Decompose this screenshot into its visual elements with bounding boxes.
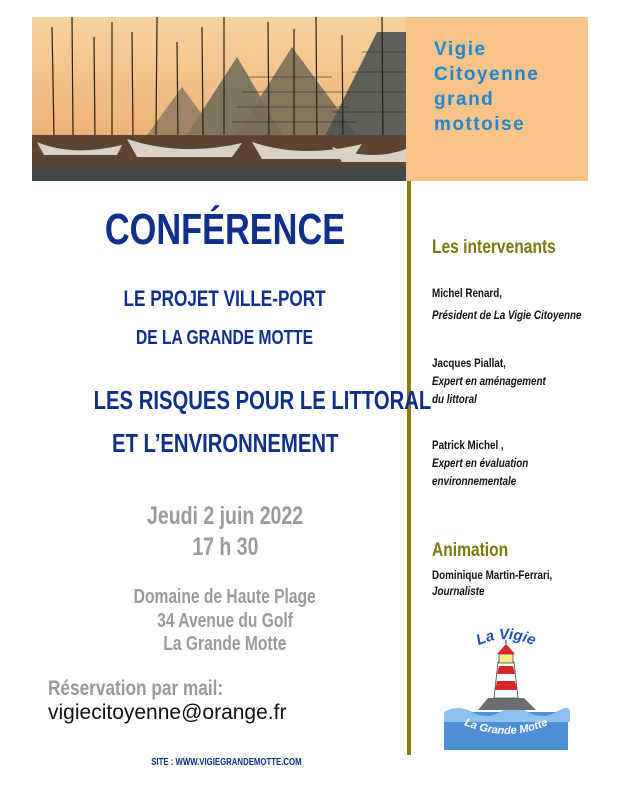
speakers-heading: Les intervenants [432,237,556,258]
venue-city: La Grande Motte [163,633,287,655]
speaker-2 [432,356,571,408]
reservation-email[interactable]: vigiecitoyenne@orange.fr [48,701,287,724]
website-link[interactable]: SITE : WWW.VIGIEGRANDEMOTTE.COM [151,757,302,768]
speaker-role: Président de La Vigie Citoyenne [432,308,582,322]
marina-illustration [32,17,406,181]
la-vigie-logo [442,626,570,752]
speaker-role-line-2: du littoral [432,392,477,406]
reservation-label: Réservation par mail: [48,677,224,700]
event-date: Jeudi 2 juin 2022 [146,502,304,530]
banner-line-3: grand [434,89,495,110]
project-subtitle-line-2: DE LA GRANDE MOTTE [136,327,314,349]
speaker-role-line-2: environnementale [432,474,517,488]
animation-heading: Animation [432,540,509,561]
animator-name: Dominique Martin-Ferrari, [432,568,553,582]
logo-bottom-text: La Grande Motte [462,716,550,738]
animator-role: Journaliste [432,584,485,598]
speaker-name: Patrick Michel , [432,438,504,452]
conference-title: CONFÉRENCE [104,205,346,254]
speaker-1 [432,286,614,324]
banner-line-2: Citoyenne [434,64,540,85]
logo-top-text: La Vigie [473,626,539,650]
event-time: 17 h 30 [191,533,259,561]
venue-street: 34 Avenue du Golf [157,610,293,632]
column-divider [407,181,411,755]
risks-line-1: LES RISQUES POUR LE LITTORAL [93,385,432,415]
venue-name: Domaine de Haute Plage [133,586,317,608]
risks-line-2: ET L’ENVIRONNEMENT [111,428,339,458]
banner [406,17,588,181]
speaker-name: Michel Renard, [432,286,502,300]
project-subtitle-line-1: LE PROJET VILLE-PORT [123,286,327,311]
speaker-3 [432,438,549,490]
header-marina-photo [32,17,406,181]
banner-line-1: Vigie [434,39,487,60]
speaker-name: Jacques Piallat, [432,356,506,370]
speaker-role-line-1: Expert en aménagement [432,374,546,388]
banner-line-4: mottoise [434,114,526,135]
lighthouse-icon [442,626,570,752]
speaker-role-line-1: Expert en évaluation [432,456,529,470]
